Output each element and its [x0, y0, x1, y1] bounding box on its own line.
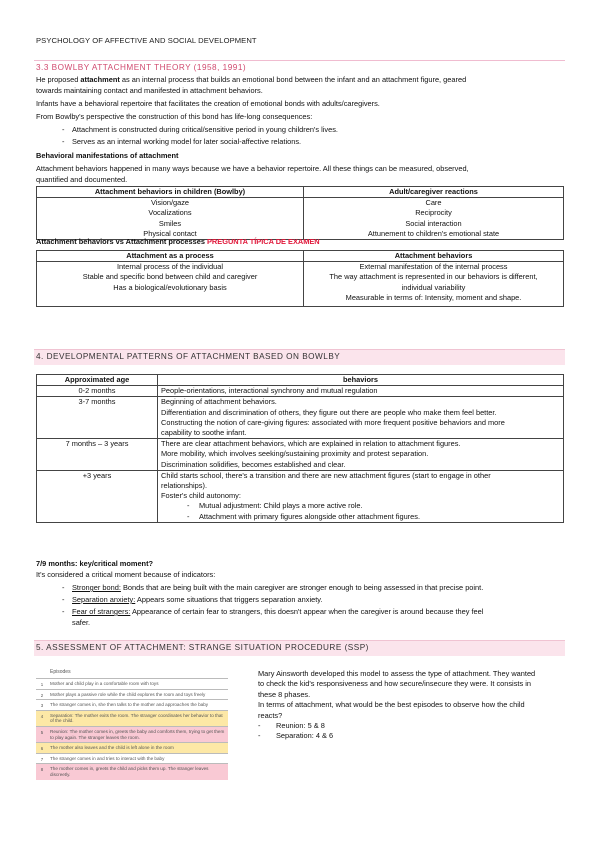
episode-description: Reunion: The mother comes in, greets the baby and comforts them, trying to get them to play again. The stranger leaves the room. — [50, 728, 225, 740]
paragraph: towards maintaining contact and manifested in attachment behaviors. — [36, 85, 263, 95]
paragraph: It's considered a critical moment because of indicators: — [36, 570, 216, 579]
list-item: - Separation anxiety: Appears some situations that triggers separation anxiety. — [72, 595, 562, 605]
list-item: - Fear of strangers: Appearance of certain fear to strangers, this doesn't appear when the caregiver is around because they feel — [72, 607, 562, 617]
paragraph: Infants have a behavioral repertoire that facilitates the creation of emotional bonds with adults/caregivers. — [36, 99, 380, 108]
episode-number: 8 — [40, 767, 44, 773]
list-item-continuation: safer. — [72, 617, 91, 627]
episode-row — [36, 678, 228, 689]
section-title-ssp: 5. ASSESSMENT OF ATTACHMENT: STRANGE SITUATION PROCEDURE (SSP) — [36, 643, 369, 652]
age-cell: 7 months – 3 years — [37, 439, 158, 471]
subheading: Attachment behaviors vs Attachment processes PREGUNTA TÍPICA DE EXAMEN — [36, 237, 320, 246]
episode-row — [36, 699, 228, 710]
paragraph: From Bowlby's perspective the construction of this bond has life-long consequences: — [36, 112, 313, 121]
list-item: - Serves as an internal working model for later social-affective relations. — [72, 137, 572, 147]
episode-number: 6 — [40, 746, 44, 752]
episode-description: The mother also leaves and the child is left alone in the room — [50, 745, 174, 751]
episode-description: Mother plays a passive role while the child explores the room and toys freely — [50, 691, 206, 697]
subheading: Behavioral manifestations of attachment — [36, 151, 179, 160]
table-cell: Internal process of the individual Stable and specific bond between child and caregiver Has a biological/evolutionary basis — [37, 262, 304, 307]
episode-number: 5 — [40, 729, 44, 735]
section-title-bowlby: 3.3 BOWLBY ATTACHMENT THEORY (1958, 1991) — [36, 63, 247, 72]
list-item: - Attachment is constructed during critical/sensitive period in young children's lives. — [72, 125, 572, 135]
age-cell: 3-7 months — [37, 397, 158, 439]
episodes-header: Episodes — [50, 669, 71, 675]
table-header: Approximated age — [37, 375, 158, 386]
table-cell: Vision/gaze Vocalizations Smiles Physical contact — [37, 198, 304, 240]
attachment-behaviors-table — [36, 186, 564, 240]
behavior-cell: Child starts school, there's a transition and there are new attachment figures (start to engage in other relationships). Foster's child autonomy: - Mutual adjustment: Child plays a more active role. - Attachment with primary figures alongside other attachment figures. — [158, 470, 564, 522]
episodes-table — [36, 666, 228, 780]
episode-row — [36, 710, 228, 726]
section-rule — [34, 60, 565, 61]
paragraph: Attachment behaviors happened in many ways because we have a behavior repertoire. All these things can be measured, observed, — [36, 164, 469, 173]
subheading: 7/9 months: key/critical moment? — [36, 559, 154, 568]
table-row — [37, 439, 564, 471]
table-row — [37, 470, 564, 522]
episode-row — [36, 742, 228, 753]
episode-description: The stranger comes in, she then talks to the mother and approaches the baby — [50, 702, 209, 708]
episode-number: 7 — [40, 756, 44, 762]
table-row — [37, 397, 564, 439]
list-item: - Stronger bond: Bonds that are being built with the main caregiver are stronger enough to being assessed in that precise point. — [72, 583, 562, 593]
episode-rows — [36, 678, 228, 780]
section-title-developmental-patterns: 4. DEVELOPMENTAL PATTERNS OF ATTACHMENT BASED ON BOWLBY — [36, 352, 341, 361]
list-item: - Separation: 4 & 6 — [258, 731, 334, 741]
table-header: Adult/caregiver reactions — [304, 187, 564, 198]
age-cell: 0-2 months — [37, 386, 158, 397]
episode-description: Mother and child play in a comfortable room with toys — [50, 681, 159, 686]
episode-number: 2 — [40, 692, 44, 698]
paragraph: quantified and documented. — [36, 174, 128, 184]
table-header: behaviors — [158, 375, 564, 386]
ssp-description: Mary Ainsworth developed this model to assess the type of attachment. They wanted to check the kid's responsiveness and how secure/insecure they were. It consists in these 8 phases. In terms of attachment, what would be the best episodes to observe how the child reacts? - Reunion: 5 & 8 - Separation: 4 & 6 — [258, 669, 563, 742]
episode-row — [36, 763, 228, 779]
episode-number: 1 — [40, 682, 44, 687]
table-header: Attachment behaviors — [304, 251, 564, 262]
developmental-patterns-table — [36, 374, 564, 523]
paragraph: He proposed attachment as an internal process that builds an emotional bond between the infant and an attachment figure, geared — [36, 75, 467, 84]
running-header: PSYCHOLOGY OF AFFECTIVE AND SOCIAL DEVELOPMENT — [36, 36, 257, 45]
episode-row — [36, 753, 228, 764]
exam-tag: PREGUNTA TÍPICA DE EXAMEN — [207, 237, 320, 246]
behavior-cell: There are clear attachment behaviors, which are explained in relation to attachment figures. More mobility, which involves seeking/sustaining proximity and protest separation. Discrimination solidifies, becomes established and clear. — [158, 439, 564, 471]
age-cell: +3 years — [37, 470, 158, 522]
table-row — [37, 386, 564, 397]
episode-number: 4 — [40, 713, 44, 719]
table-cell: Care Reciprocity Social interaction Attunement to children's emotional state — [304, 198, 564, 240]
list-item: - Reunion: 5 & 8 — [258, 721, 325, 731]
episode-description: The stranger comes in and tries to interact with the baby — [50, 755, 165, 761]
table-cell: External manifestation of the internal process The way attachment is represented in our behaviors is different, individual variability Measurable in terms of: Intensity, moment and shape. — [304, 262, 564, 307]
table-header: Attachment as a process — [37, 251, 304, 262]
episode-description: The mother comes in, greets the child and picks them up. The stranger leaves discreetly. — [50, 766, 209, 777]
episode-row — [36, 689, 228, 700]
episode-row — [36, 726, 228, 742]
episode-number: 3 — [40, 703, 44, 709]
behavior-cell: People-orientations, interactional synchrony and mutual regulation — [158, 386, 564, 397]
process-vs-behaviors-table — [36, 250, 564, 307]
behavior-cell: Beginning of attachment behaviors. Differentiation and discrimination of others, they figure out there are people who make them feel better. Constructing the notion of care-giving figures: associated with more frequent positive behaviors and more capability to soothe infant. — [158, 397, 564, 439]
episode-description: Separation: The mother exits the room. The stranger coordinates her behavior to that of the child. — [50, 712, 223, 724]
table-header: Attachment behaviors in children (Bowlby) — [37, 187, 304, 198]
